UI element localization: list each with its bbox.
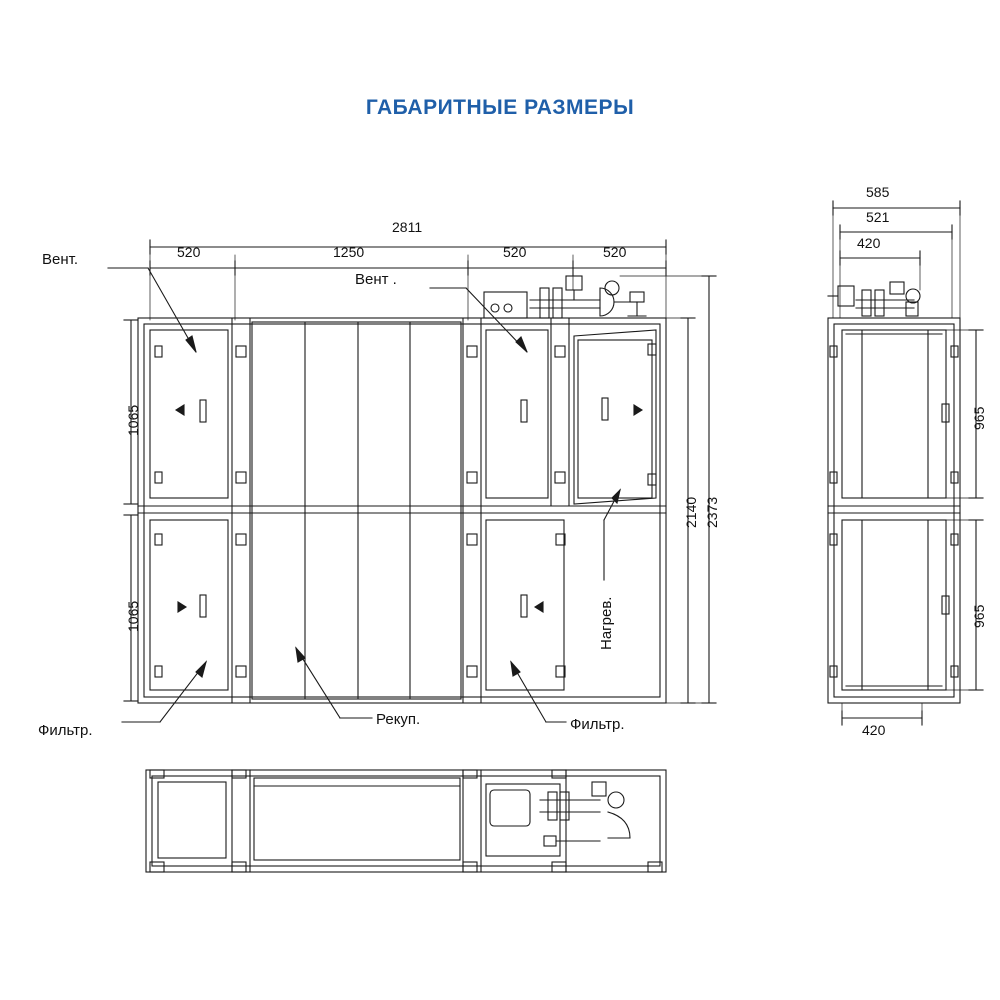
dim-segment-3: 520 (503, 244, 527, 260)
callout-heater: Нагрев. (598, 596, 615, 650)
page-title: ГАБАРИТНЫЕ РАЗМЕРЫ (365, 96, 635, 119)
dim-segment-4: 520 (603, 244, 627, 260)
callout-vent-top-left: Вент. (42, 251, 79, 268)
dim-side-upper-height: 965 (971, 406, 987, 430)
dim-side-bottom-width: 420 (862, 722, 886, 738)
dim-upper-height: 1065 (125, 404, 141, 436)
dim-side-depth-base: 420 (857, 235, 881, 251)
callout-filter-right: Фильтр. (570, 716, 625, 733)
dim-side-lower-height: 965 (971, 604, 987, 628)
dim-segment-1: 520 (177, 244, 201, 260)
callout-vent-middle: Вент . (355, 271, 397, 288)
dim-lower-height: 1065 (125, 600, 141, 632)
dim-segment-2: 1250 (333, 244, 365, 260)
dim-total-height: 2373 (704, 496, 720, 528)
dim-side-depth-body: 521 (866, 209, 890, 225)
callout-recuperator: Рекуп. (376, 711, 421, 728)
callout-filter-left: Фильтр. (38, 722, 93, 739)
dim-body-height: 2140 (683, 496, 699, 528)
dim-overall-width: 2811 (392, 219, 423, 235)
dim-side-depth-total: 585 (866, 184, 890, 200)
